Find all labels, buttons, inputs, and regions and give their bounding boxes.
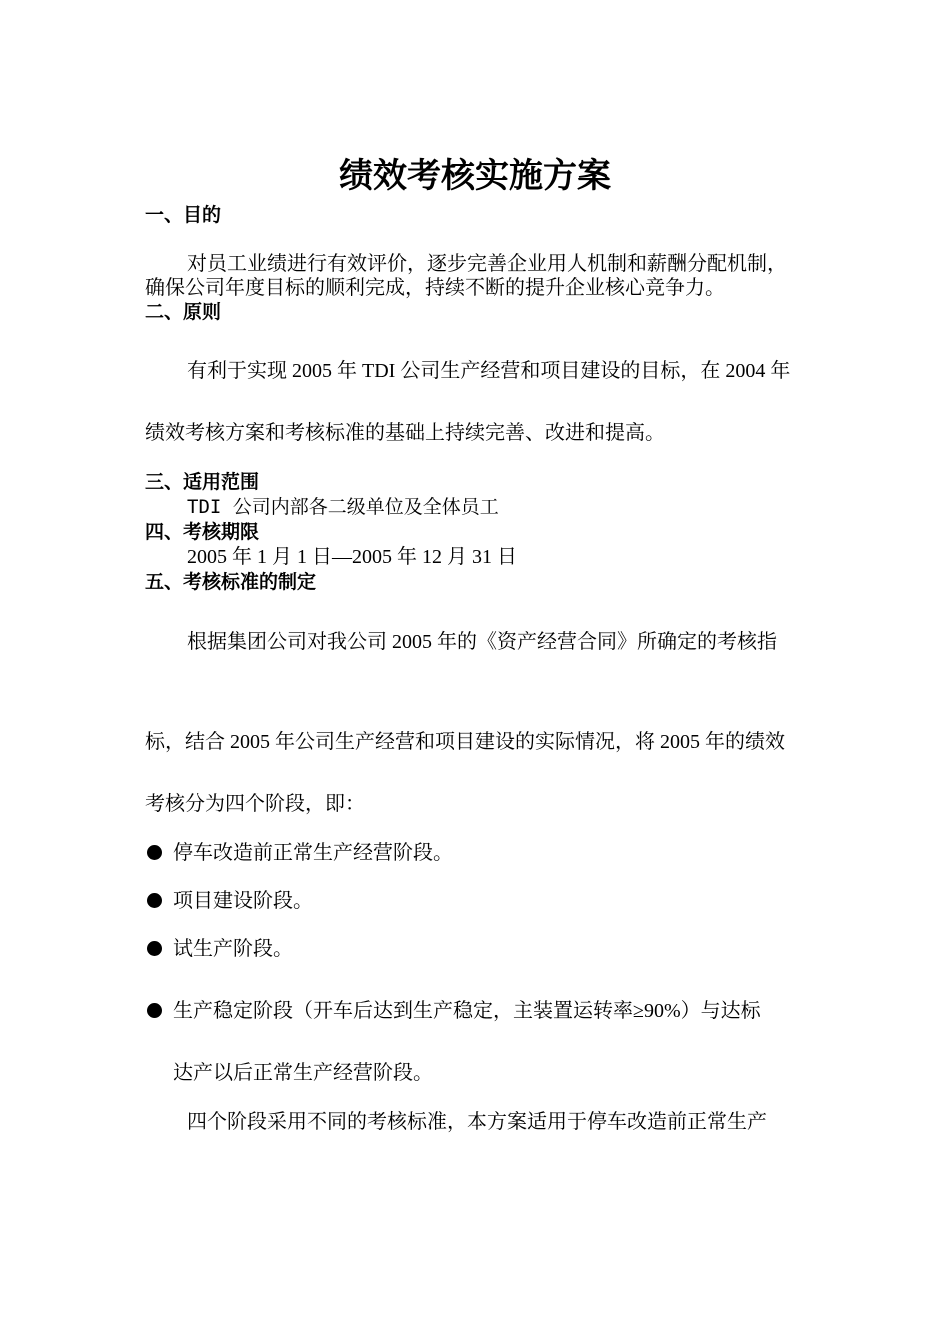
paragraph-line: 确保公司年度目标的顺利完成，持续不断的提升企业核心竞争力。: [145, 277, 725, 299]
paragraph-line: 对员工业绩进行有效评价，逐步完善企业用人机制和薪酬分配机制，: [187, 253, 787, 275]
paragraph-line: 有利于实现 2005 年 TDI 公司生产经营和项目建设的目标，在 2004 年: [187, 360, 791, 382]
paragraph-line: 标，结合 2005 年公司生产经营和项目建设的实际情况，将 2005 年的绩效: [145, 731, 785, 753]
paragraph-line: 根据集团公司对我公司 2005 年的《资产经营合同》所确定的考核指: [187, 631, 777, 653]
bullet-icon: [147, 845, 162, 860]
paragraph-line: 绩效考核方案和考核标准的基础上持续完善、改进和提高。: [145, 422, 665, 444]
section-heading-principle: 二、原则: [145, 301, 222, 323]
paragraph-line: TDI 公司内部各二级单位及全体员工: [187, 496, 499, 518]
bullet-icon: [147, 941, 162, 956]
bullet-icon: [147, 1003, 162, 1018]
bullet-icon: [147, 893, 162, 908]
paragraph-line: 四个阶段采用不同的考核标准，本方案适用于停车改造前正常生产: [187, 1111, 767, 1133]
section-heading-scope: 三、适用范围: [145, 471, 260, 493]
list-item: 项目建设阶段。: [173, 890, 313, 912]
list-item: 试生产阶段。: [173, 938, 293, 960]
paragraph-line: 2005 年 1 月 1 日—2005 年 12 月 31 日: [187, 546, 517, 568]
list-item: 生产稳定阶段（开车后达到生产稳定，主装置运转率≥90%）与达标: [173, 1000, 761, 1022]
section-heading-period: 四、考核期限: [145, 521, 260, 543]
section-heading-purpose: 一、目的: [145, 204, 222, 226]
document-title: 绩效考核实施方案: [339, 156, 611, 196]
paragraph-line: 考核分为四个阶段，即：: [145, 793, 365, 815]
list-item-continuation: 达产以后正常生产经营阶段。: [173, 1062, 433, 1084]
section-heading-standards: 五、考核标准的制定: [145, 571, 317, 593]
list-item: 停车改造前正常生产经营阶段。: [173, 842, 453, 864]
